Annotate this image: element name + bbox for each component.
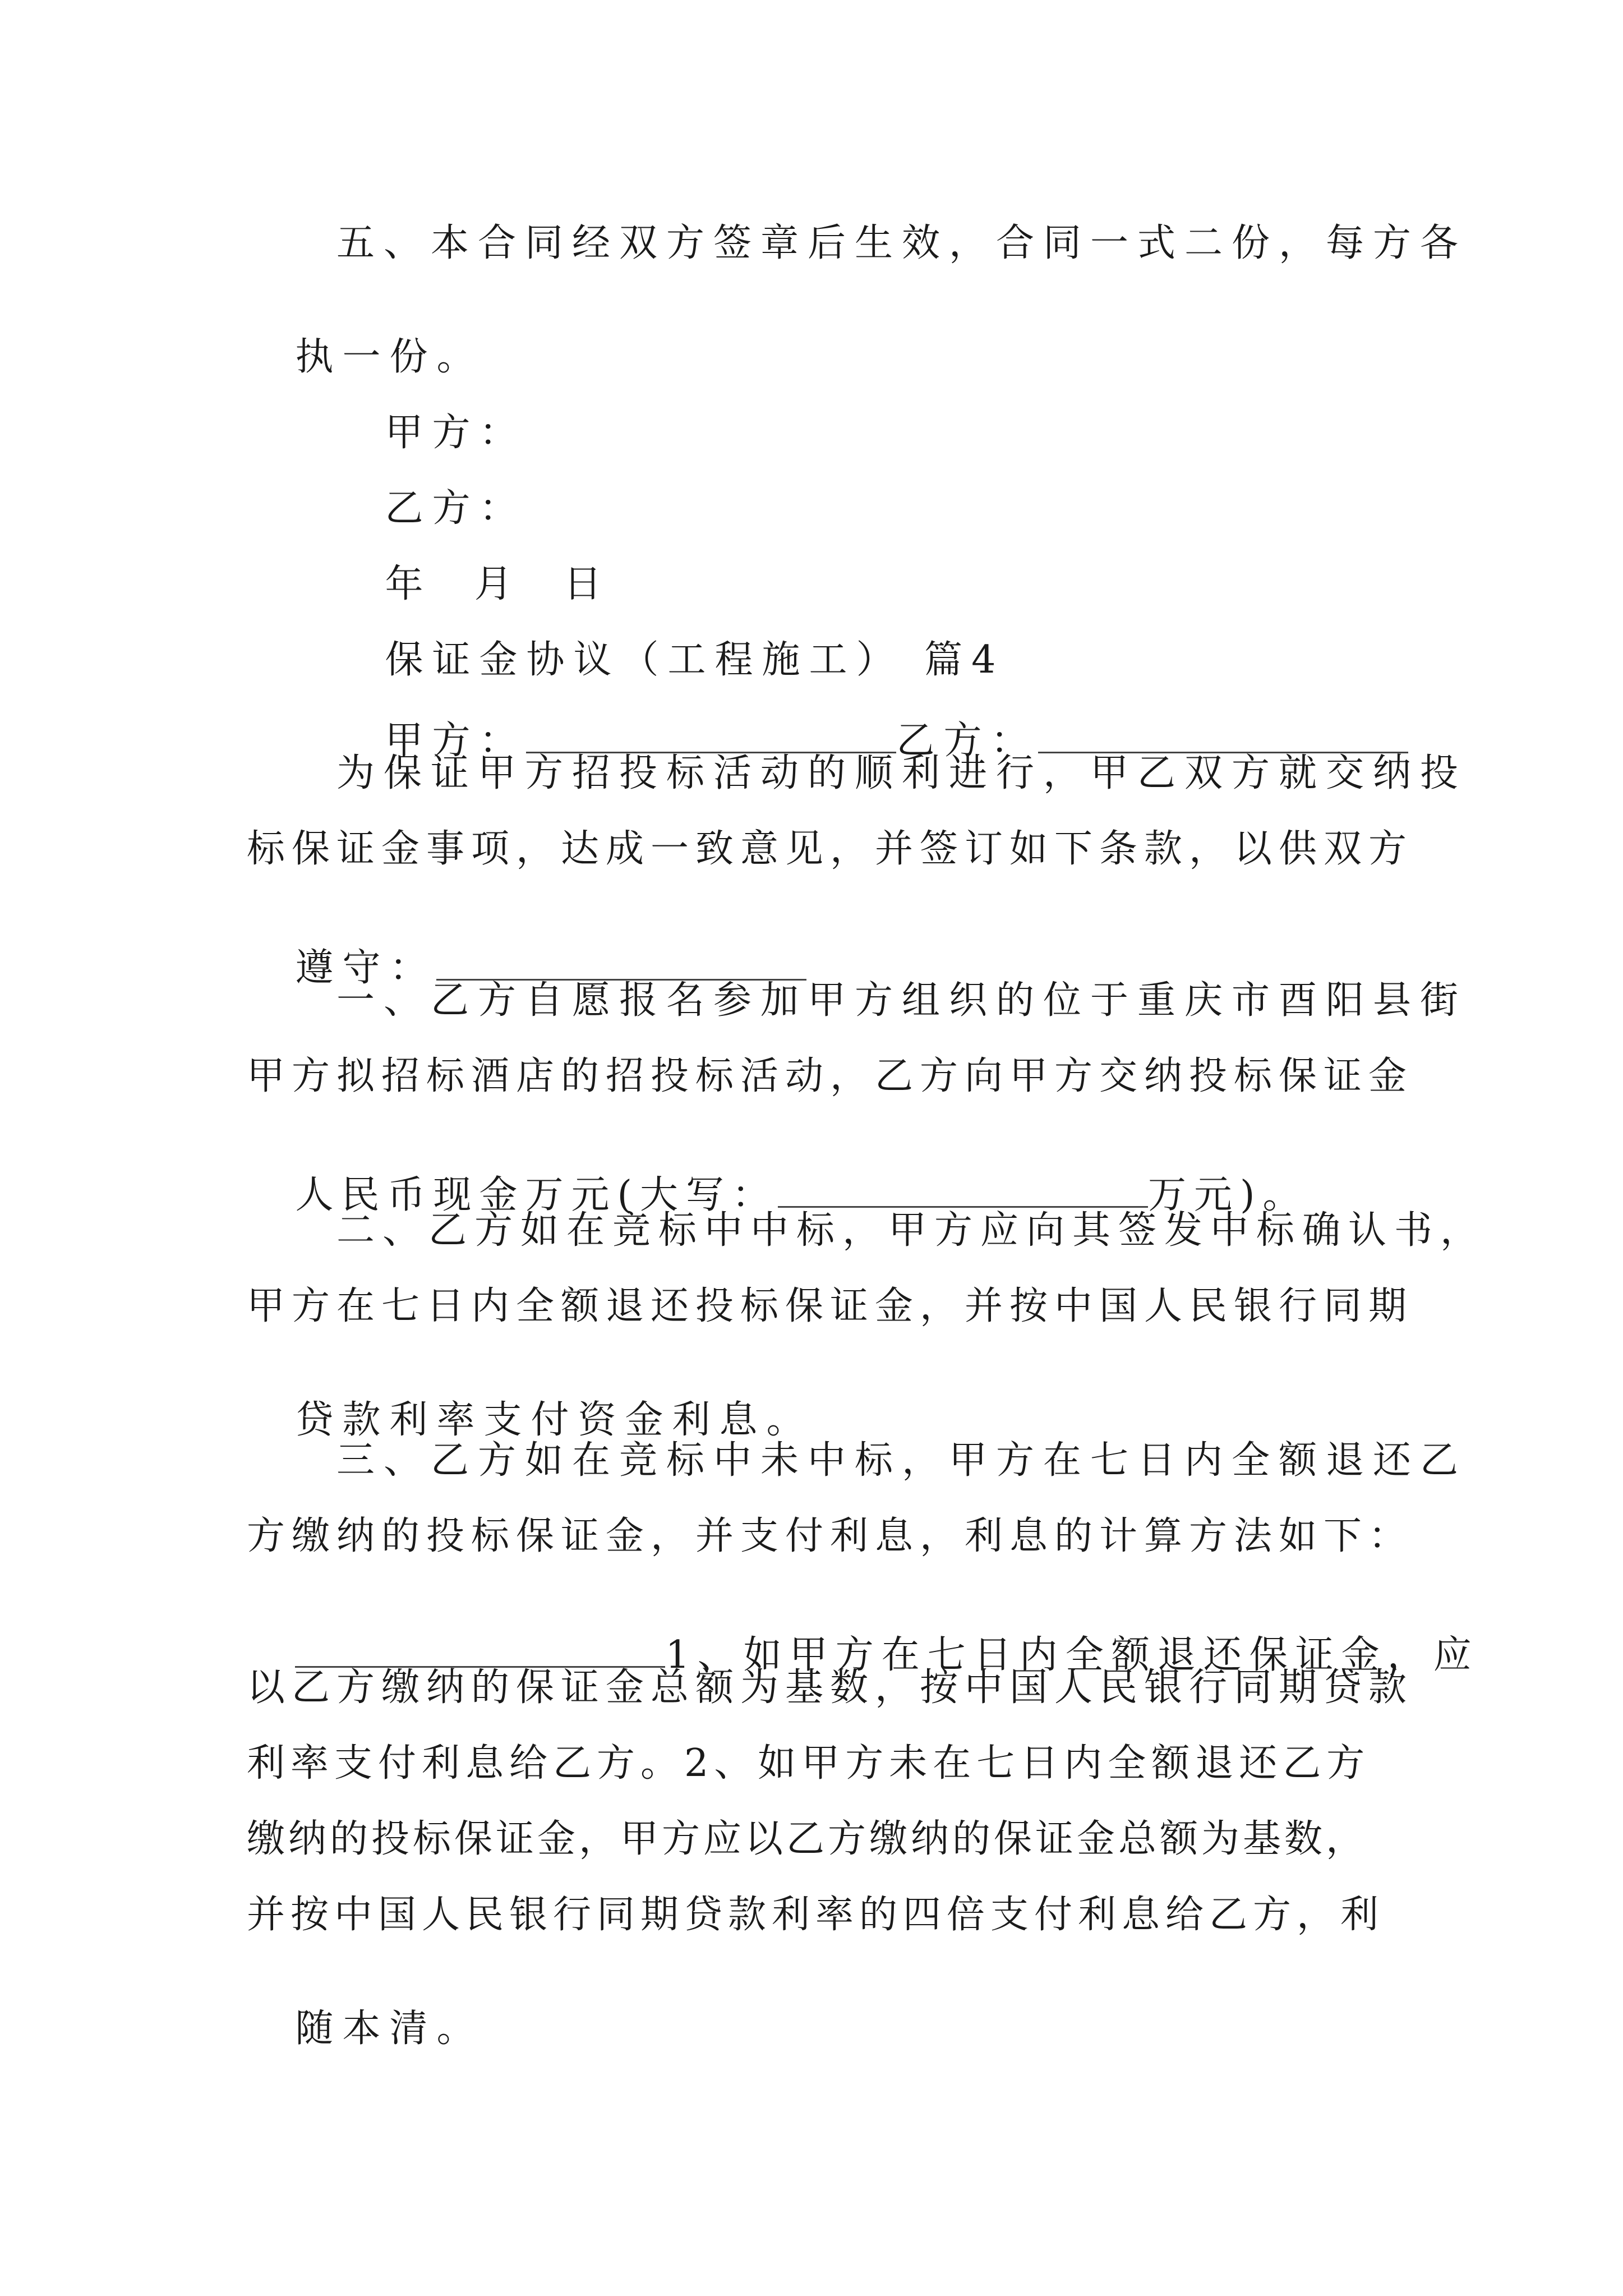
clause-one-text: 一、乙方自愿报名参加甲方组织的位于重庆市酉阳县街 (336, 978, 1468, 1023)
party-a-field-label: 甲方： (385, 719, 527, 763)
clause-five-text: 五、本合同经双方签章后生效，合同一式二份，每方各 (336, 221, 1468, 265)
party-b-field-label: 乙方： (896, 719, 1038, 763)
paragraph-line: 人民币现金万元(大写： 万元)。 (247, 1133, 1309, 1253)
compliance-blank (436, 944, 806, 981)
paragraph-line (336, 1208, 1487, 1253)
date-line: 年 月 日 (385, 562, 611, 606)
amount-blank (778, 1171, 1148, 1208)
paragraph-line: 利率支付利息给乙方。2、如甲方未在七日内全额退还乙方 (247, 1741, 1371, 1786)
method-blank (295, 1631, 665, 1668)
paragraph-line: 为保证甲方招投标活动的顺利进行，甲乙双方就交纳投 (336, 751, 1468, 795)
paragraph-line: 方缴纳的投标保证金，并支付利息，利息的计算方法如下： (247, 1514, 1414, 1558)
clause-three-text: 三、乙方如在竞标中未中标，甲方在七日内全额退还乙 (336, 1438, 1468, 1483)
paragraph-line: 缴纳的投标保证金，甲方应以乙方缴纳的保证金总额为基数， (247, 1817, 1368, 1861)
paragraph-line: 随本清。 (295, 2007, 484, 2051)
party-a-label: 甲方： (385, 411, 527, 455)
paragraph-line: 执一份。 (295, 335, 484, 379)
clause-two-text: 二、乙方如在竞标中中标，甲方应向其签发中标确认书， (336, 1208, 1487, 1253)
paragraph-line: 并按中国人民银行同期贷款利率的四倍支付利息给乙方，利 (247, 1893, 1385, 1937)
paragraph-line: 贷款利率支付资金利息。 (295, 1398, 814, 1442)
party-b-blank (1038, 717, 1408, 753)
paragraph-line: 1、如甲方在七日内全额退还保证金，应 (247, 1593, 1479, 1713)
paragraph-line (336, 1438, 1468, 1483)
paragraph-line: 甲方在七日内全额退还投标保证金，并按中国人民银行同期 (247, 1284, 1414, 1328)
paragraph-line: 甲方拟招标酒店的招投标活动，乙方向甲方交纳投标保证金 (247, 1054, 1414, 1098)
party-a-blank (526, 717, 896, 753)
party-b-label: 乙方： (385, 486, 527, 531)
paragraph-line (336, 978, 1468, 1023)
paragraph-line (336, 221, 1468, 265)
paragraph-line: 标保证金事项，达成一致意见，并签订如下条款，以供双方 (247, 827, 1414, 871)
paragraph-line: 遵守： (247, 906, 806, 1025)
paragraph-line: 以乙方缴纳的保证金总额为基数，按中国人民银行同期贷款 (247, 1665, 1414, 1710)
section-title: 保证金协议（工程施工） 篇4 (385, 638, 1005, 682)
